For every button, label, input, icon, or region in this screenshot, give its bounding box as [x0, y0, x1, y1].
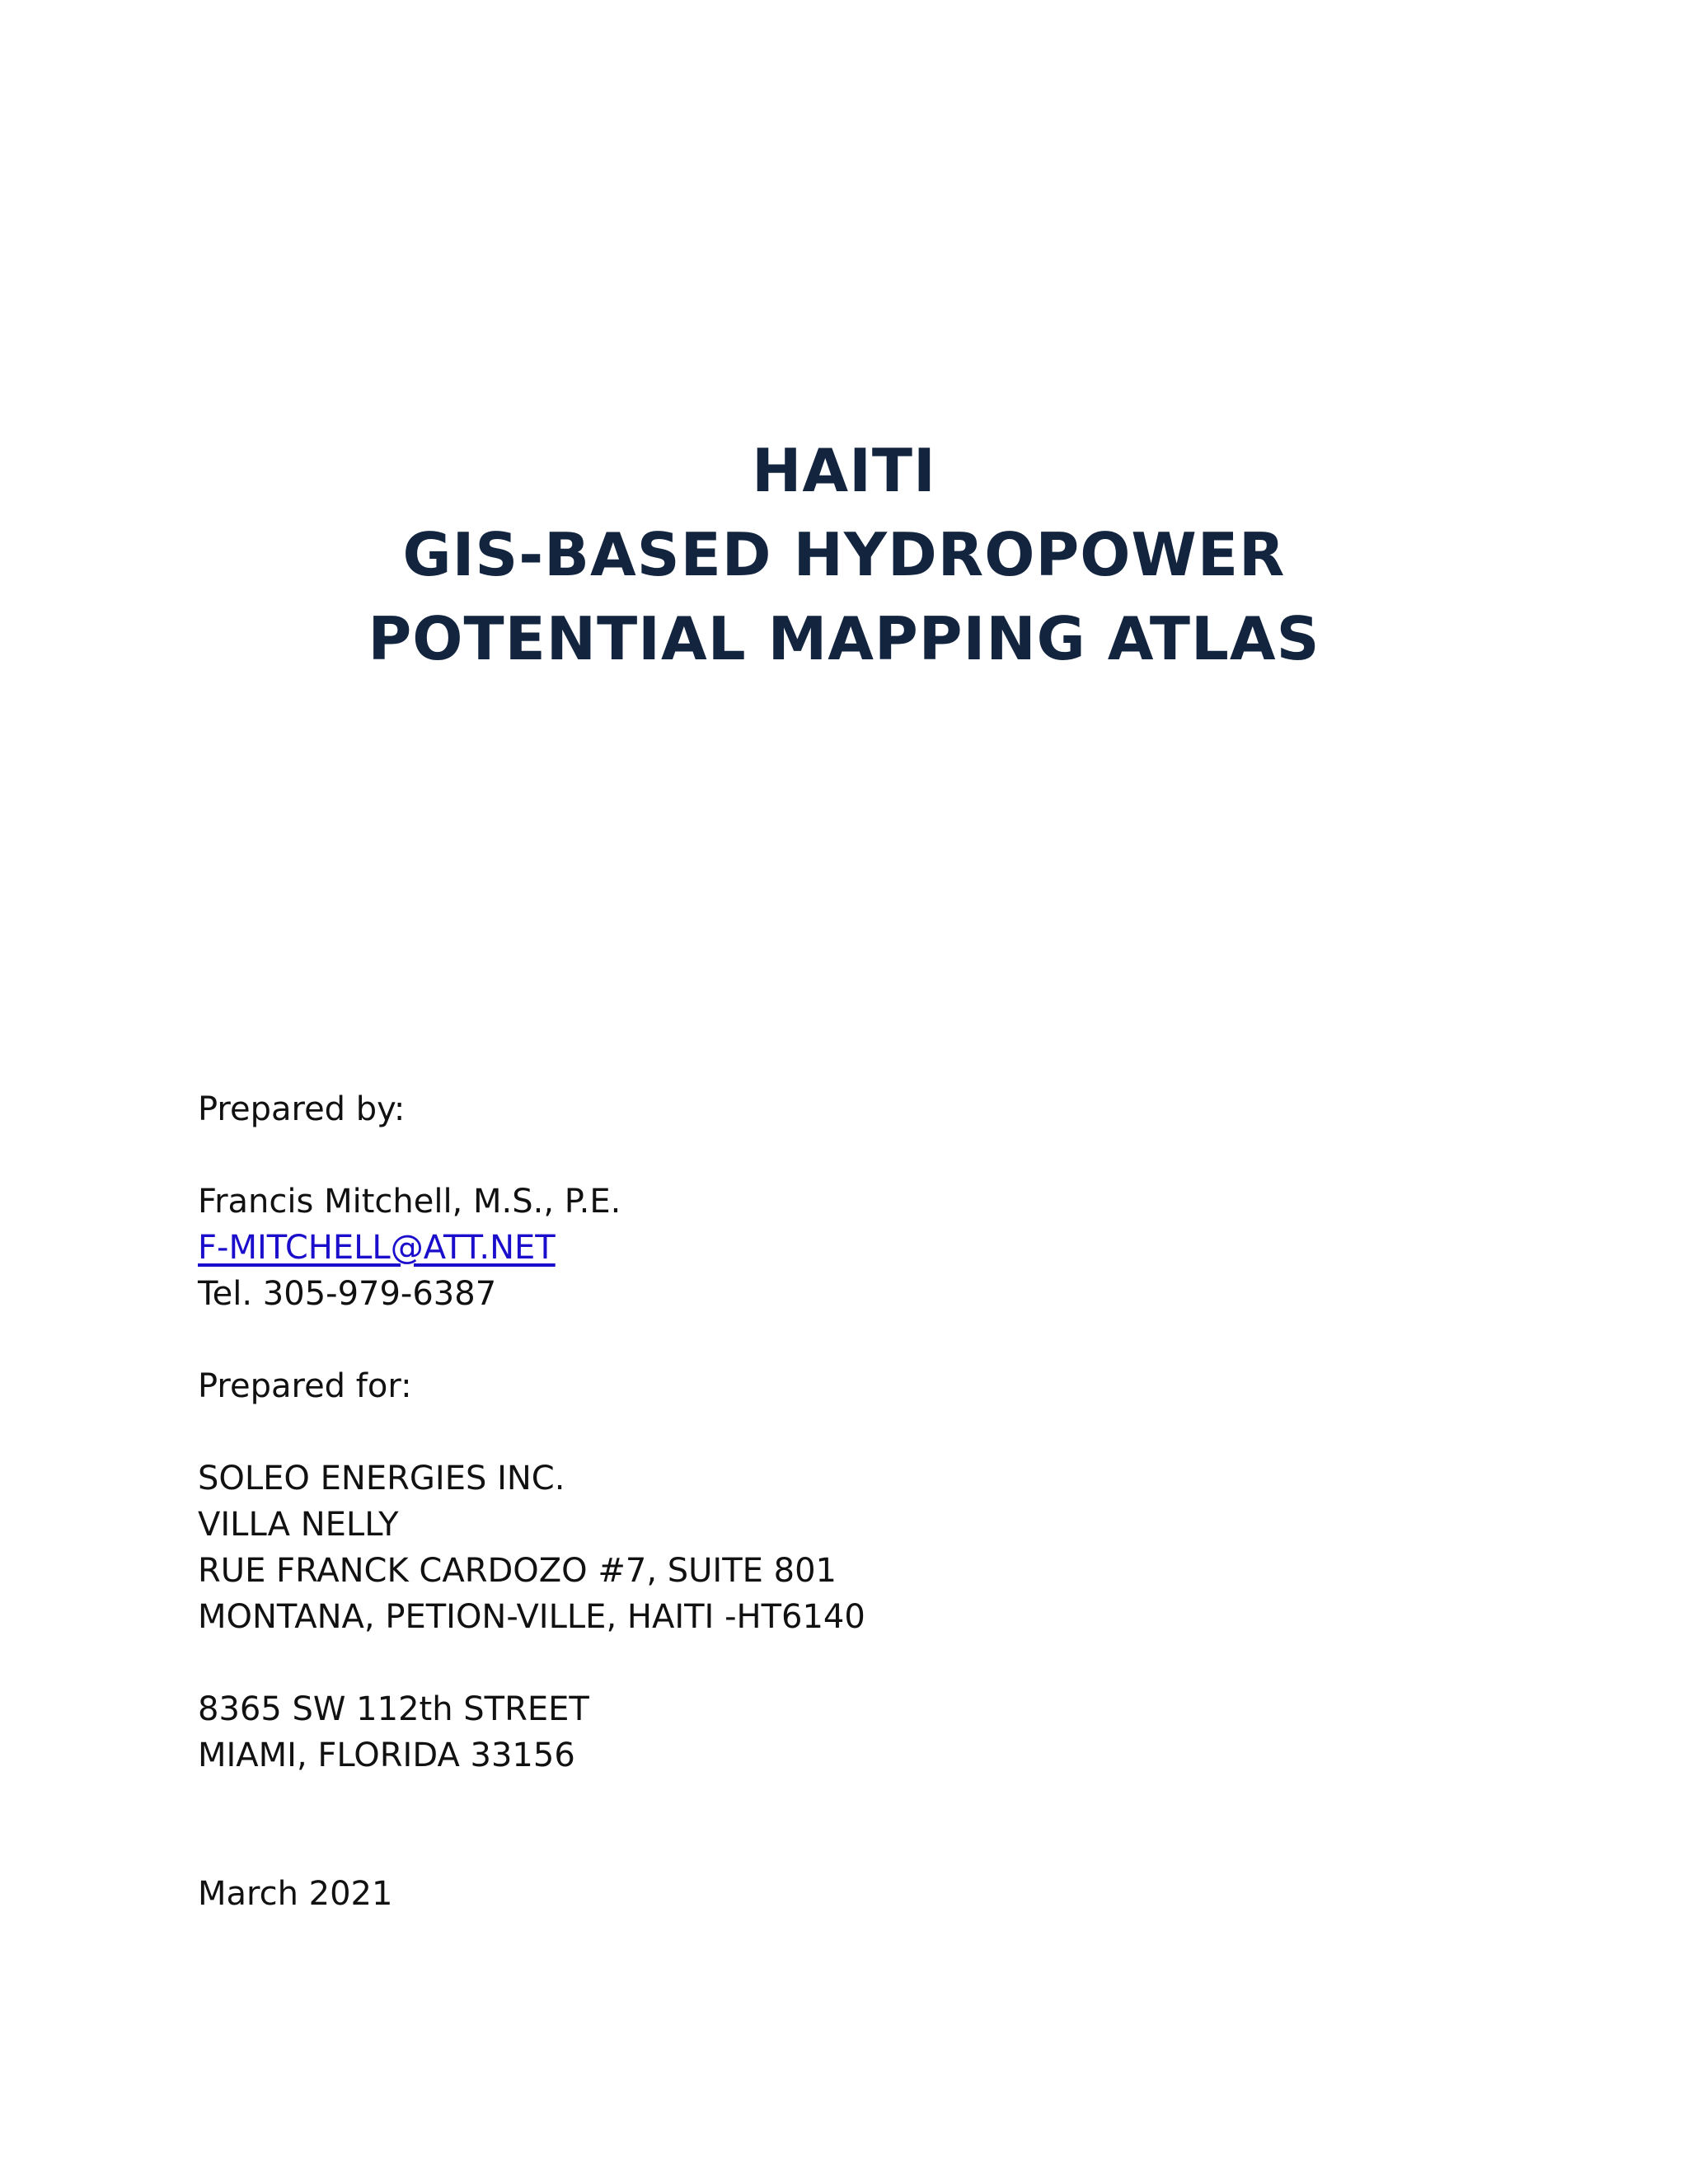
client-address-haiti-line-2: RUE FRANCK CARDOZO #7, SUITE 801 — [198, 1552, 837, 1590]
client-company: SOLEO ENERGIES INC. — [198, 1460, 565, 1497]
client-address-haiti-line-3: MONTANA, PETION-VILLE, HAITI -HT6140 — [198, 1598, 865, 1636]
client-address-us-line-2: MIAMI, FLORIDA 33156 — [198, 1736, 575, 1774]
author-name: Francis Mitchell, M.S., P.E. — [198, 1183, 621, 1221]
title-line-1: HAITI — [752, 436, 936, 505]
author-email-link[interactable]: F-MITCHELL@ATT.NET — [198, 1229, 556, 1267]
document-details — [198, 1086, 1599, 1917]
prepared-for-label: Prepared for: — [198, 1367, 412, 1405]
client-address-us-line-1: 8365 SW 112th STREET — [198, 1690, 589, 1728]
title-line-3: POTENTIAL MAPPING ATLAS — [368, 604, 1320, 673]
author-phone: Tel. 305-979-6387 — [198, 1275, 497, 1313]
document-date: March 2021 — [198, 1875, 393, 1913]
prepared-by-label: Prepared by: — [198, 1090, 406, 1128]
document-title — [0, 429, 1688, 681]
client-address-haiti-line-1: VILLA NELLY — [198, 1506, 399, 1544]
title-line-2: GIS-BASED HYDROPOWER — [402, 520, 1286, 589]
author-email-line — [198, 1225, 1599, 1271]
